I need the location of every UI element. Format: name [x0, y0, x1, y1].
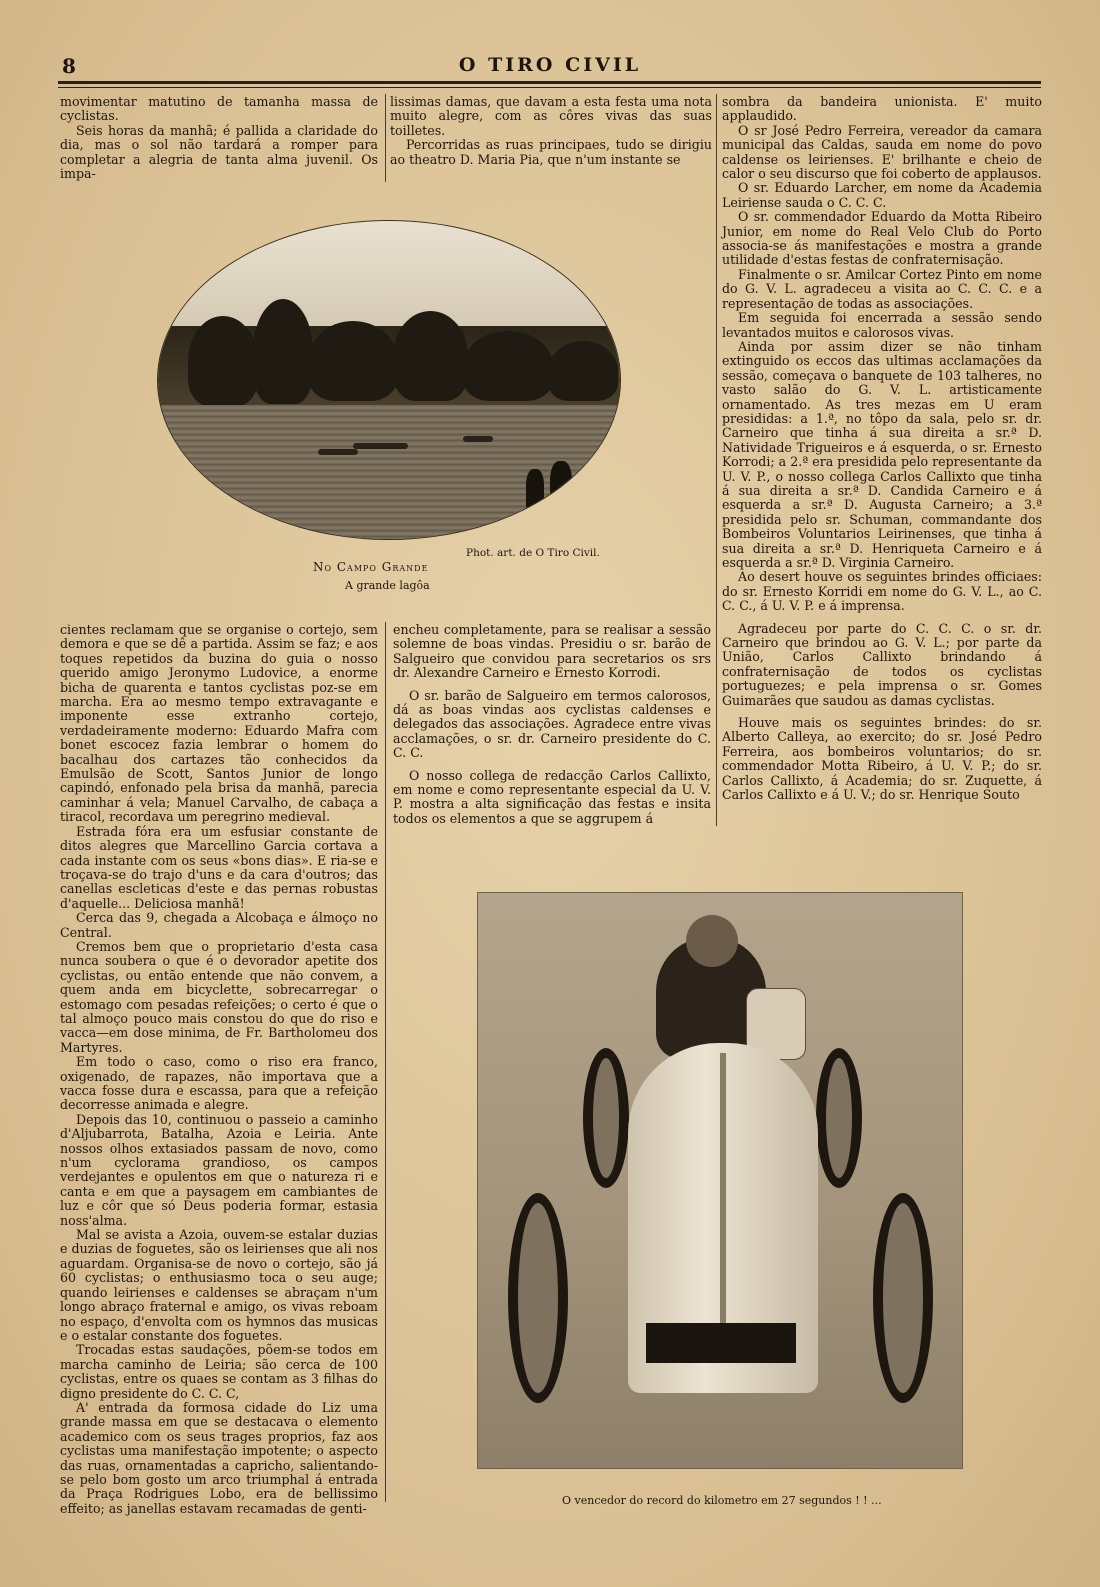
paragraph: Ainda por assim dizer se não tinham extinguido os eccos das ultimas acclamações da sessão, começava o banquete de 103 talheres, no vasto salão do G. V. L. artisticamente ornamentado. As tres mezas em U eram presididas: a 1.ª, no tôpo da sala, pelo sr. dr. Carneiro que tinha á sua direita a sr.ª D. Natividade Trigueiros e á esquerda, o sr. Ernesto Korrodi; a 2.ª era presidida pelo representante da U. V. P., o nosso collega Carlos Callixto que tinha á sua direita a sr.ª D. Candida Carneiro e á esquerda a sr.ª D. Augusta Carneiro; a 3.ª presidida pelo sr. Schuman, commandante dos Bombeiros Voluntarios Leirinenses, que tinha á sua direita a sr.ª D. Henriqueta Carneiro e á esquerda a sr.ª D. Virginia Carneiro. [722, 338, 1042, 570]
car-front [646, 1323, 796, 1363]
driver-head [686, 915, 738, 967]
paragraph: O nosso collega de redacção Carlos Callixto, em nome e como representante especial da U. V. P. mostra a alta significação das festas e insita todos os elementos a que se aggrupem á [393, 767, 711, 826]
header-rule-thin [58, 87, 1041, 88]
paragraph: Houve mais os seguintes brindes: do sr. Alberto Calleya, ao exercito; do sr. José Pedro Ferreira, aos bombeiros voluntarios; do sr. commendador Motta Ribeiro, á U. V. P.; do sr. Carlos Callixto, á Academia; do sr. Zuquette, á Carlos Callixto e á U. V.; do sr. Henrique Souto [722, 715, 1042, 803]
paragraph: Agradeceu por parte do C. C. C. o sr. dr. Carneiro que brindou ao G. V. L.; por parte da União, Carlos Callixto brindando á confraternisação de todos os cyclistas portuguezes; e pela imprensa o sr. Gomes Guimarães que saudou as damas cyclistas. [722, 620, 1042, 708]
paragraph: Mal se avista a Azoia, ouvem-se estalar duzias e duzias de foguetes, são os leirienses que ali nos aguardam. Organisa-se de novo o cortejo, são já 60 cyclistas; o enthusiasmo toca o seu auge; quando leirienses e caldenses se abraçam n'um longo abraço fraternal e amigo, os vivas reboam no espaço, d'envolta com os hymnos das musicas e o estalar constante dos foguetes. [60, 1227, 378, 1343]
paragraph: Percorridas as ruas principaes, tudo se dirigiu ao theatro D. Maria Pia, que n'um instante se [390, 137, 712, 167]
paragraph: Cerca das 9, chegada a Alcobaça e álmoço no Central. [60, 910, 378, 940]
paragraph: Depois das 10, continuou o passeio a caminho d'Aljubarrota, Batalha, Azoia e Leiria. Ante nossos olhos extasiados passam de novo, como n'um cyclorama grandioso, os campos verdejantes e opulentos em que o natureza ri e canta e em que a paysagem em cambiantes de luz e côr que só Deus poderia formar, estasia noss'alma. [60, 1111, 378, 1228]
racing-car-photo [477, 892, 963, 1469]
paragraph: Finalmente o sr. Amilcar Cortez Pinto em nome do G. V. L. agradeceu a visita ao C. C. C. e a representação de todas as associações. [722, 266, 1042, 311]
boat-shape [463, 436, 493, 442]
photo-caption-title: No Campo Grande [313, 560, 429, 574]
paragraph: movimentar matutino de tamanha massa de cyclistas. [60, 94, 378, 124]
paragraph: sombra da bandeira unionista. E' muito applaudido. [722, 94, 1042, 124]
person-figure [526, 469, 544, 509]
paragraph: Em todo o caso, como o riso era franco, oxigenado, de rapazes, não importava que a vacca fosse dura e escassa, para que a refeição decorresse animada e alegre. [60, 1054, 378, 1113]
column-top-middle [390, 95, 712, 167]
tree-shape [253, 299, 313, 404]
paragraph: Ao desert houve os seguintes brindes officiaes: do sr. Ernesto Korridi em nome do G. V. L., ao C. C. C., á U. V. P. e á imprensa. [722, 569, 1042, 614]
paragraph: A' entrada da formosa cidade do Liz uma grande massa em que se destacava o elemento academico com os seus trages proprios, faz aos cyclistas uma manifestação impotente; o aspecto das ruas, ornamentadas a capricho, salientando-se pelo bom gosto um arco triumphal á entrada da Praça Rodrigues Lobo, era de bellissimo effeito; as janellas estavam recamadas de genti- [60, 1399, 378, 1516]
wheel-shape [816, 1048, 862, 1188]
paragraph: O sr. commendador Eduardo da Motta Ribeiro Junior, em nome do Real Velo Club do Porto associa-se ás manifestações e mostra a grande utilidade d'estas festas de confraternisação. [722, 209, 1042, 268]
tree-shape [188, 316, 258, 406]
paragraph: lissimas damas, que davam a esta festa uma nota muito alegre, com as côres vivas das suas toilletes. [390, 94, 712, 138]
column-lower-middle [393, 623, 711, 826]
person-figure [550, 461, 572, 509]
tree-shape [548, 341, 618, 401]
lake-photo [157, 220, 621, 540]
column-divider [385, 94, 386, 182]
tree-shape [463, 331, 553, 401]
column-top-left [60, 95, 378, 181]
photo-credit: Phot. art. de O Tiro Civil. [466, 547, 600, 559]
paragraph: Em seguida foi encerrada a sessão sendo levantados muitos e calorosos vivas. [722, 310, 1042, 340]
column-right [722, 95, 1042, 803]
tree-shape [393, 311, 468, 401]
paragraph: Seis horas da manhã; é pallida a claridade do dia, mas o sol não tardará a romper para completar a alegria de tanta alma juvenil. Os impa- [60, 122, 378, 182]
wheel-shape [508, 1193, 568, 1403]
header-rule [58, 81, 1041, 84]
tree-shape [308, 321, 398, 401]
column-divider [716, 94, 717, 826]
paragraph: O sr José Pedro Ferreira, vereador da camara municipal das Caldas, sauda em nome do povo caldense os leirienses. E' brilhante e cheio de calor o seu discurso que foi coberto de applausos. [722, 122, 1042, 182]
paragraph: Estrada fóra era um esfusiar constante de ditos alegres que Marcellino Garcia cortava a cada instante com os seus «bons dias». E ria-se e troçava-se do trajo d'uns e da cara d'outros; das canellas escleticas d'este e das pernas robustas d'aquelle... Deliciosa manhã! [60, 823, 378, 911]
paragraph: Trocadas estas saudações, põem-se todos em marcha caminho de Leiria; são cerca de 100 cyclistas, entre os quaes se contam as 3 filhas do digno presidente do C. C. C, [60, 1342, 378, 1401]
boat-shape [353, 443, 408, 449]
column-divider [385, 622, 386, 1502]
bonnet-ridge [720, 1053, 726, 1363]
paragraph: Cremos bem que o proprietario d'esta casa nunca soubera o que é o devorador apetite dos cyclistas, ou então entende que não convem, a quem anda em bicyclette, sobrecarregar o estomago com pesadas refeições; o certo é que o tal almoço pouco mais constou do que do riso e vacca—em dose minima, de Fr. Bartholomeu dos Martyres. [60, 938, 378, 1055]
car-photo-caption: O vencedor do record do kilometro em 27 segundos ! ! ... [562, 1494, 882, 1507]
page-title: O TIRO CIVIL [458, 54, 642, 76]
paragraph: encheu completamente, para se realisar a sessão solemne de boas vindas. Presidiu o sr. barão de Salgueiro que convidou para secretarios os srs dr. Alexandre Carneiro e Ernesto Korrodi. [393, 622, 711, 681]
photo-caption-subtitle: A grande lagôa [345, 579, 430, 592]
boat-shape [318, 449, 358, 455]
wheel-shape [873, 1193, 933, 1403]
paragraph: O sr. Eduardo Larcher, em nome da Academia Leiriense sauda o C. C. C. [722, 180, 1042, 210]
paragraph: O sr. barão de Salgueiro em termos calorosos, dá as boas vindas aos cyclistas caldenses e delegados das associações. Agradece entre vivas acclamações, o sr. dr. Carneiro presidente do C. C. C. [393, 687, 711, 761]
paragraph: cientes reclamam que se organise o cortejo, sem demora e que se dê a partida. Assim se faz; e aos toques repetidos da buzina do guia o nosso querido amigo Jeronymo Ludovice, a enorme bicha de quarenta e tantos cyclistas poz-se em marcha. Era ao mesmo tempo extravagante e imponente esse extranho cortejo, verdadeiramente moderno: Eduardo Mafra com bonet escocez fazia lembrar o homem do bacalhau dos cartazes tão conhecidos da Emulsão de Scott, Santos Junior de longo capindó, enfonado pela brisa da manhã, parecia caminhar á vela; Manuel Carvalho, de cabaça a tiracol, recordava um peregrino medieval. [60, 622, 378, 825]
wheel-shape [583, 1048, 629, 1188]
page-number: 8 [62, 54, 76, 78]
column-lower-left [60, 623, 378, 1516]
